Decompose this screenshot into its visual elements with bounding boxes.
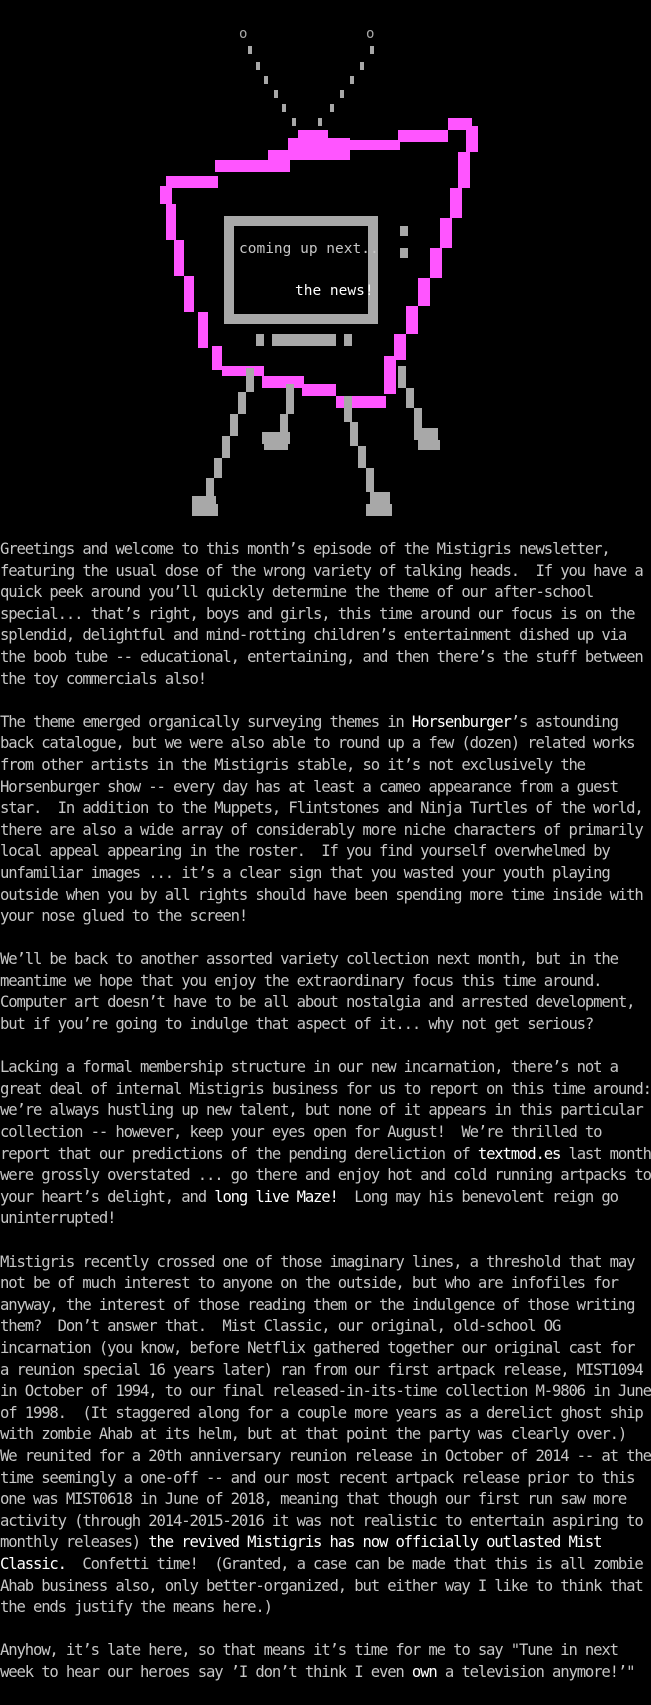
newsletter-paragraph <box>0 1252 651 1619</box>
newsletter-paragraph <box>0 1057 651 1230</box>
newsletter-paragraph <box>0 712 643 928</box>
highlighted-text: long live Maze! <box>214 1187 338 1206</box>
paragraph-text: Mistigris recently crossed one of those imaginary lines, a threshold that may not be of much interest to anyone on the outside, but who are infofiles for anyway, the interest of those reading them or the indulgence of those writing them? Don’t answer that. Mist Classic, our original, old-school OG incarnation (you know, before Netflix gathered together our original cast for a reunion special 16 years later) ran from our first artpack release, MIST1094 in October of 1994, to our final released-in-its-time collection M-9806 in June of 1998. (It staggered along for a couple more years as a derelict ghost ship with zombie Ahab at its helm, but at that point the party was clearly over.) We reunited for a 20th anniversary reunion release in October of 2014 -- at the time seemingly a one-off -- and our most recent artpack release prior to this one was MIST0618 in June of 2018, meaning that though our first run saw more activity (through 2014-2015-2016 it was not realistic to entertain aspiring to monthly releases) <box>0 1252 651 1552</box>
highlighted-text: Horsenburger <box>411 712 511 731</box>
antenna-tip-right: o <box>366 26 375 42</box>
antenna-left <box>248 46 296 126</box>
highlighted-text: own <box>411 1662 437 1681</box>
highlighted-text: textmod.es <box>477 1144 561 1163</box>
paragraph-text: Long may his benevolent reign go uninterrupted! <box>0 1187 618 1228</box>
paragraph-text: The theme emerged organically surveying themes in <box>0 712 412 731</box>
paragraph-text: Lacking a formal membership structure in our new incarnation, there’s not a great deal of internal Mistigris business for us to report on this time around: we’re always hustling up new talent, but none of it appears in this particular collection -- however, keep your eyes open for August! We’re thrilled to report that our predictions of the pending dereliction of <box>0 1058 651 1163</box>
paragraph-text: last month were grossly overstated ... go there and enjoy hot and cold running artpacks to your heart’s delight, and <box>0 1144 651 1206</box>
tv-speaker-grill <box>256 334 352 346</box>
tv-screen-line-1: coming up next.. <box>239 241 379 257</box>
newsletter-paragraph <box>0 949 640 1035</box>
tv-screen-line-2: the news! <box>295 283 374 299</box>
antenna-tip-left: o <box>239 26 248 42</box>
tv-knobs <box>400 226 408 258</box>
antenna-right <box>318 46 374 126</box>
tv-screen-frame <box>224 216 378 324</box>
tv-cabinet-outline <box>160 118 478 408</box>
paragraph-text: ’s astounding back catalogue, but we were also able to round up a few (dozen) related works from other artists in the Mistigris stable, so it’s not exclusively the Horsenburger show -- every day has at least a cameo appearance from a guest star. In addition to the Muppets, Flintstones and Ninja Turtles of the world, there are also a wide array of considerably more niche characters of primarily local appeal appearing in the roster. If you find yourself overwhelmed by unfamiliar images ... it’s a clear sign that you wasted your youth playing outside when you by all rights should have been spending more time inside with your nose glued to the screen! <box>0 712 643 926</box>
paragraph-text: We’ll be back to another assorted variety collection next month, but in the meantime we hope that you enjoy the extraordinary focus this time around. Computer art doesn’t have to be all about nostalgia and arrested development, but if you’re going to indulge that aspect of it... why not get serious? <box>0 950 635 1034</box>
tv-ansi-art <box>0 0 640 540</box>
paragraph-text: Anyhow, it’s late here, so that means it’s time for me to say "Tune in next week to hear our heroes say ’I don’t think I even <box>0 1641 618 1681</box>
paragraph-text: Confetti time! (Granted, a case can be made that this is all zombie Ahab business also, only better-organized, but either way I like to think that the ends justify the means here.) <box>0 1554 643 1617</box>
highlighted-text: the revived Mistigris has now officially outlasted Mist Classic. <box>0 1533 602 1573</box>
newsletter-paragraph <box>0 1640 640 1683</box>
paragraph-text: a television anymore!’" <box>436 1662 635 1681</box>
newsletter-body <box>0 539 651 1705</box>
paragraph-text: Greetings and welcome to this month’s episode of the Mistigris newsletter, featuring the usual dose of the wrong variety of talking heads. If you have a quick peek around you’ll quickly determine the theme of our after-school special... that’s right, boys and girls, this time around our focus is on the splendid, delightful and mind-rotting children’s entertainment dished up via the boob tube -- educational, entertaining, and then there’s the stuff between the toy commercials also! <box>0 540 643 688</box>
newsletter-paragraph <box>0 539 643 690</box>
